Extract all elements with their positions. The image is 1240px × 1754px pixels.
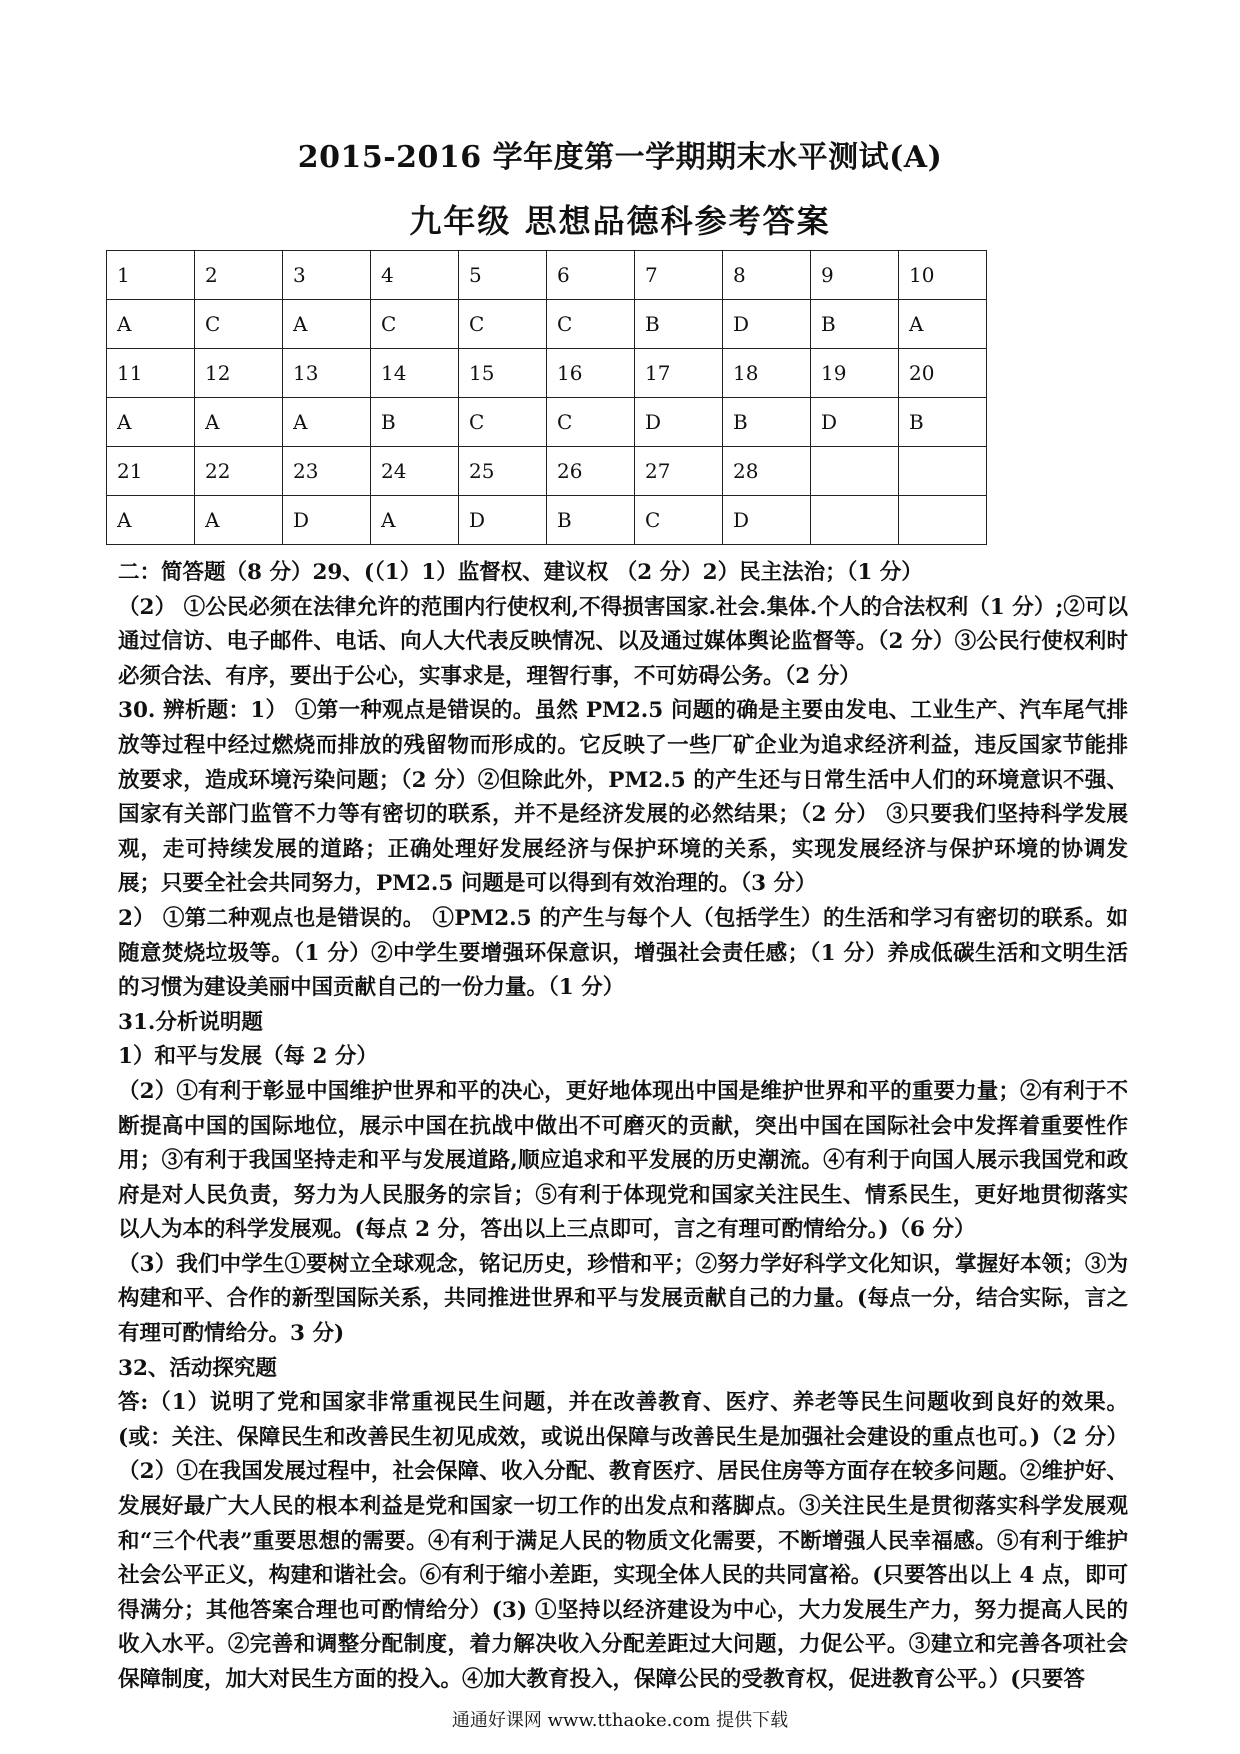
table-cell: B: [547, 496, 635, 545]
table-cell: 18: [723, 349, 811, 398]
table-cell: D: [811, 398, 899, 447]
table-cell: C: [371, 300, 459, 349]
table-cell: A: [195, 398, 283, 447]
section-heading-32: 32、活动探究题: [118, 1355, 277, 1381]
table-cell: 19: [811, 349, 899, 398]
table-cell: A: [107, 300, 195, 349]
table-cell: 11: [107, 349, 195, 398]
table-cell: [899, 496, 987, 545]
table-cell: A: [195, 496, 283, 545]
table-cell: D: [723, 300, 811, 349]
table-cell: 10: [899, 251, 987, 300]
answer-table: [106, 250, 987, 545]
table-cell: [899, 447, 987, 496]
table-row: [107, 398, 987, 447]
section-heading-31: 31.分析说明题: [118, 1009, 263, 1035]
table-cell: 1: [107, 251, 195, 300]
paragraph-31-1: 1）和平与发展（每 2 分）: [118, 1044, 378, 1070]
answer-body: [118, 556, 1128, 1698]
table-row: [107, 300, 987, 349]
table-cell: B: [371, 398, 459, 447]
table-cell: B: [723, 398, 811, 447]
table-row: [107, 496, 987, 545]
table-cell: B: [635, 300, 723, 349]
table-cell: A: [283, 398, 371, 447]
table-cell: C: [547, 398, 635, 447]
table-cell: C: [459, 300, 547, 349]
table-cell: D: [635, 398, 723, 447]
document-subtitle: 九年级 思想品德科参考答案: [409, 202, 831, 240]
table-row: [107, 349, 987, 398]
table-cell: C: [195, 300, 283, 349]
table-row: [107, 447, 987, 496]
table-cell: 25: [459, 447, 547, 496]
paragraph-30-1: 30. 辨析题：1） ①第一种观点是错误的。虽然 PM2.5 问题的确是主要由发电、工业生产、汽车尾气排放等过程中经过燃烧而排放的残留物而形成的。它反映了一些厂矿企业为追求经济利益，违反国家节能排放要求，造成环境污染问题；（2 分）②但除此外，PM2.5 的产生还与日常生活中人们的环境意识不强、国家有关部门监管不力等有密切的联系，并不是经济发展的必然结果；（2 分） ③只要我们坚持科学发展观，走可持续发展的道路；正确处理好发展经济与保护环境的关系，实现发展经济与保护环境的协调发展；只要全社会共同努力，PM2.5 问题是可以得到有效治理的。（3 分）: [118, 698, 1128, 897]
table-cell: 14: [371, 349, 459, 398]
table-cell: 5: [459, 251, 547, 300]
table-cell: 6: [547, 251, 635, 300]
table-cell: 23: [283, 447, 371, 496]
table-cell: C: [635, 496, 723, 545]
table-cell: 7: [635, 251, 723, 300]
table-cell: 12: [195, 349, 283, 398]
table-cell: D: [459, 496, 547, 545]
table-cell: [811, 496, 899, 545]
table-cell: A: [371, 496, 459, 545]
table-cell: 27: [635, 447, 723, 496]
table-cell: 22: [195, 447, 283, 496]
table-cell: 17: [635, 349, 723, 398]
table-cell: D: [283, 496, 371, 545]
table-cell: A: [107, 398, 195, 447]
table-cell: 4: [371, 251, 459, 300]
table-cell: A: [283, 300, 371, 349]
table-cell: A: [107, 496, 195, 545]
table-cell: D: [723, 496, 811, 545]
document-title: 2015-2016 学年度第一学期期末水平测试(A): [297, 140, 943, 175]
table-cell: C: [547, 300, 635, 349]
table-cell: 26: [547, 447, 635, 496]
table-cell: 3: [283, 251, 371, 300]
table-cell: A: [899, 300, 987, 349]
paragraph-31-2: （2）①有利于彰显中国维护世界和平的决心，更好地体现出中国是维护世界和平的重要力量；②有利于不断提高中国的国际地位，展示中国在抗战中做出不可磨灭的贡献，突出中国在国际社会中发挥着重要性作用；③有利于我国坚持走和平与发展道路,顺应追求和平发展的历史潮流。④有利于向国人展示我国党和政府是对人民负责，努力为人民服务的宗旨；⑤有利于体现党和国家关注民生、情系民生，更好地贯彻落实以人为本的科学发展观。(每点 2 分，答出以上三点即可，言之有理可酌情给分。)（6 分）: [118, 1078, 1128, 1243]
table-cell: 28: [723, 447, 811, 496]
table-cell: [811, 447, 899, 496]
table-cell: 16: [547, 349, 635, 398]
table-cell: 13: [283, 349, 371, 398]
table-cell: B: [899, 398, 987, 447]
paragraph-31-3: （3）我们中学生①要树立全球观念，铭记历史，珍惜和平；②努力学好科学文化知识，掌握好本领；③为构建和平、合作的新型国际关系，共同推进世界和平与发展贡献自己的力量。(每点一分，结合实际，言之有理可酌情给分。3 分): [118, 1251, 1128, 1347]
page-footer: 通通好课网 www.tthaoke.com 提供下载: [451, 1710, 789, 1731]
paragraph-32-answer: 答:（1）说明了党和国家非常重视民生问题，并在改善教育、医疗、养老等民生问题收到良好的效果。(或：关注、保障民生和改善民生初见成效，或说出保障与改善民生是加强社会建设的重点也可。)（2 分）（2）①在我国发展过程中，社会保障、收入分配、教育医疗、居民住房等方面存在较多问题。②维护好、发展好最广大人民的根本利益是党和国家一切工作的出发点和落脚点。③关注民生是贯彻落实科学发展观和“三个代表”重要思想的需要。④有利于满足人民的物质文化需要，不断增强人民幸福感。⑤有利于维护社会公平正义，构建和谐社会。⑥有利于缩小差距，实现全体人民的共同富裕。(只要答出以上 4 点，即可得满分；其他答案合理也可酌情给分）(3) ①坚持以经济建设为中心，大力发展生产力，努力提高人民的收入水平。②完善和调整分配制度，着力解决收入分配差距过大问题，力促公平。③建立和完善各项社会保障制度，加大对民生方面的投入。④加大教育投入，保障公民的受教育权，促进教育公平。）(只要答: [118, 1390, 1128, 1692]
table-cell: 20: [899, 349, 987, 398]
table-row: [107, 251, 987, 300]
table-cell: 15: [459, 349, 547, 398]
table-cell: 21: [107, 447, 195, 496]
table-cell: 8: [723, 251, 811, 300]
table-cell: C: [459, 398, 547, 447]
table-cell: 24: [371, 447, 459, 496]
paragraph-30-2: 2） ①第二种观点也是错误的。 ①PM2.5 的产生与每个人（包括学生）的生活和学习有密切的联系。如随意焚烧垃圾等。（1 分）②中学生要增强环保意识，增强社会责任感；（1 分）养成低碳生活和文明生活的习惯为建设美丽中国贡献自己的一份力量。（1 分）: [118, 905, 1128, 1001]
paragraph-29-1: 二：简答题（8 分）29、(（1）1）监督权、建议权 （2 分）2）民主法治；（1 分）: [118, 560, 923, 585]
table-cell: 9: [811, 251, 899, 300]
table-cell: B: [811, 300, 899, 349]
table-cell: 2: [195, 251, 283, 300]
paragraph-29-2: （2） ①公民必须在法律允许的范围内行使权利,不得损害国家.社会.集体.个人的合法权利（1 分）;②可以通过信访、电子邮件、电话、向人大代表反映情况、以及通过媒体舆论监督等。（2 分）③公民行使权利时必须合法、有序，要出于公心，实事求是，理智行事，不可妨碍公务。（2 分）: [118, 594, 1128, 689]
